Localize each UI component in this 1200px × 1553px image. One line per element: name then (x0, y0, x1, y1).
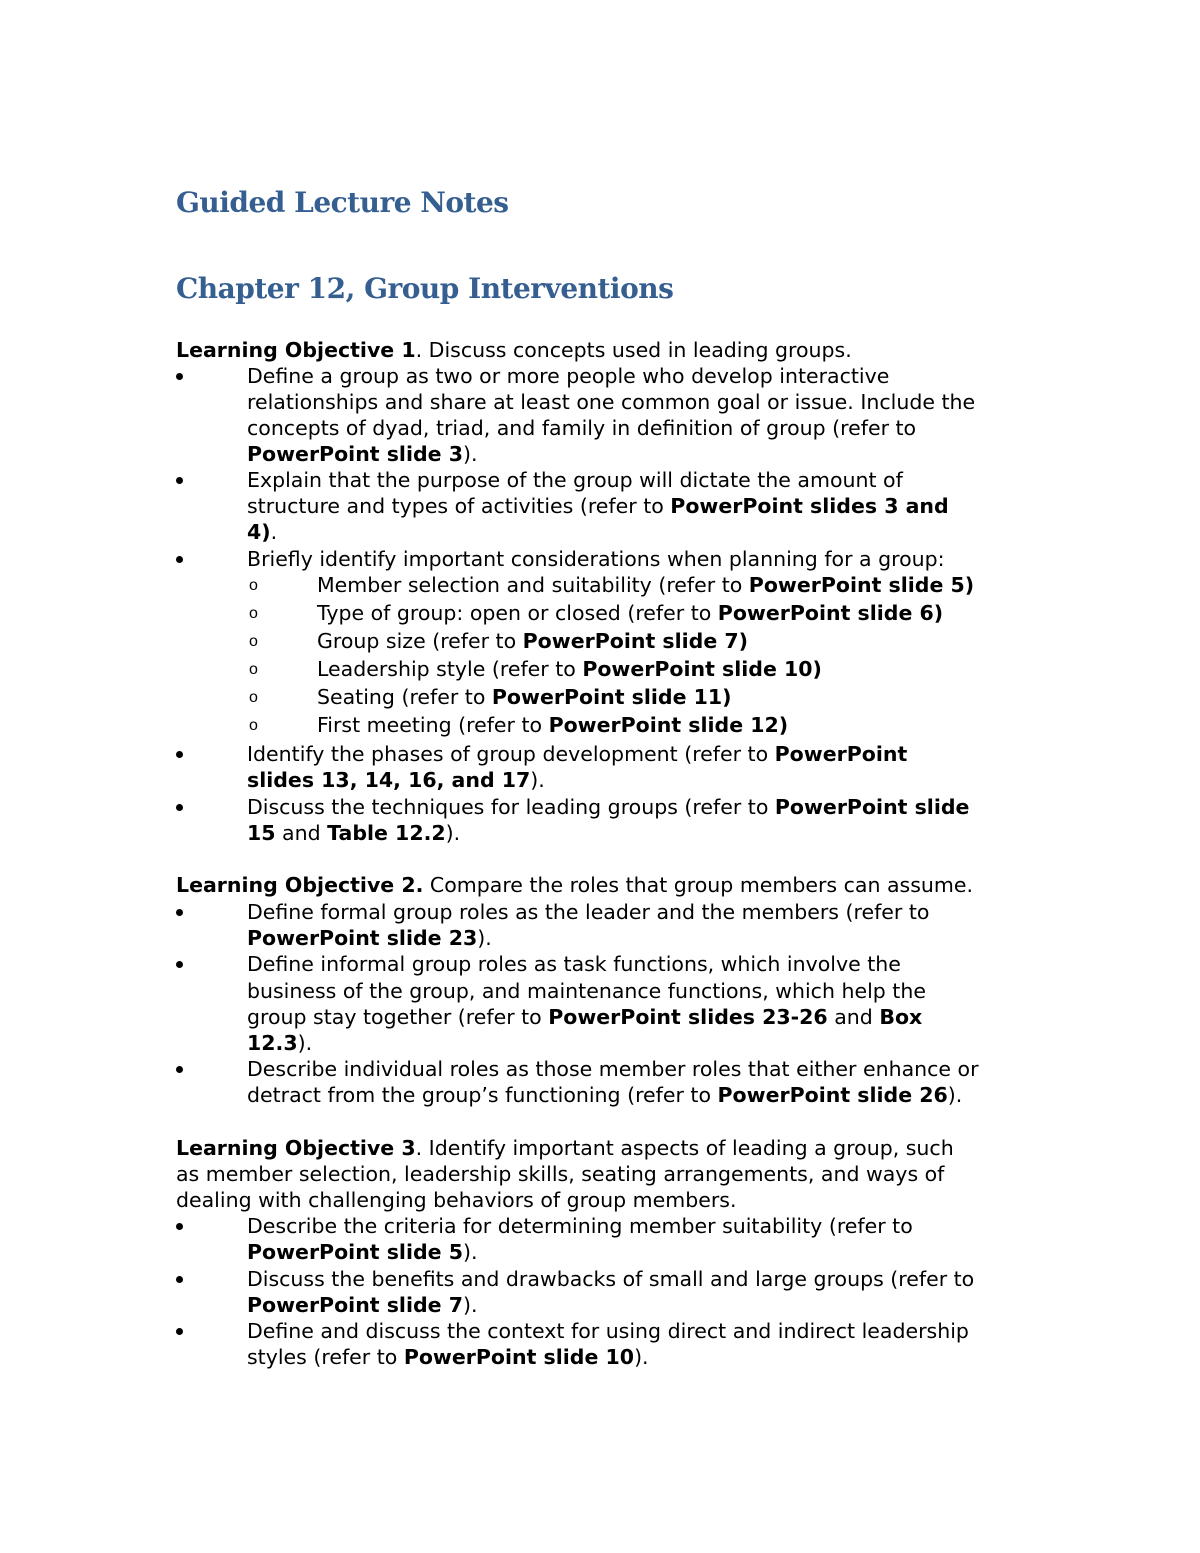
bullet-icon (176, 1266, 186, 1292)
list-item: Define formal group roles as the leader and the members (refer to (247, 900, 930, 924)
sub-bullet-icon: o (249, 717, 258, 734)
bullet-icon (176, 546, 186, 572)
bullet-icon (176, 1318, 186, 1344)
bullet-icon (176, 794, 186, 820)
list-item: Discuss the benefits and drawbacks of small and large groups (refer to (247, 1267, 975, 1291)
list-item-continuation: structure and types of activities (refer to PowerPoint slides 3 and (247, 494, 949, 518)
bullet-icon (176, 741, 186, 767)
document-title: Guided Lecture Notes (176, 186, 509, 219)
list-item: Describe individual roles as those member roles that either enhance or (247, 1057, 979, 1081)
list-item-continuation: 12.3). (247, 1031, 313, 1055)
sub-bullet-icon: o (249, 605, 258, 622)
list-item-continuation: 15 and Table 12.2). (247, 821, 461, 845)
list-item: Explain that the purpose of the group will dictate the amount of (247, 468, 903, 492)
bullet-icon (176, 899, 186, 925)
objective-3-continuation: as member selection, leadership skills, seating arrangements, and ways of (176, 1162, 945, 1186)
list-item-continuation: 4). (247, 520, 278, 544)
list-item: Define a group as two or more people who develop interactive (247, 364, 890, 388)
list-item-continuation: group stay together (refer to PowerPoint slides 23-26 and Box (247, 1005, 923, 1029)
objective-3-heading: Learning Objective 3. Identify important aspects of leading a group, such (176, 1136, 954, 1160)
list-item: Discuss the techniques for leading groups (refer to PowerPoint slide (247, 795, 970, 819)
list-item-continuation: concepts of dyad, triad, and family in definition of group (refer to (247, 416, 917, 440)
list-item-continuation: business of the group, and maintenance functions, which help the (247, 979, 926, 1003)
list-item-continuation: slides 13, 14, 16, and 17). (247, 768, 545, 792)
list-item: Define informal group roles as task functions, which involve the (247, 952, 901, 976)
list-item-continuation: PowerPoint slide 5). (247, 1240, 478, 1264)
objective-3-continuation: dealing with challenging behaviors of group members. (176, 1188, 737, 1212)
sub-list-item: First meeting (refer to PowerPoint slide 12) (317, 713, 789, 737)
list-item: Define and discuss the context for using direct and indirect leadership (247, 1319, 969, 1343)
list-item-continuation: relationships and share at least one common goal or issue. Include the (247, 390, 976, 414)
sub-list-item: Member selection and suitability (refer to PowerPoint slide 5) (317, 573, 975, 597)
list-item: Identify the phases of group development (refer to PowerPoint (247, 742, 908, 766)
sub-bullet-icon: o (249, 689, 258, 706)
list-item-continuation: PowerPoint slide 7). (247, 1293, 478, 1317)
list-item: Describe the criteria for determining member suitability (refer to (247, 1214, 913, 1238)
bullet-icon (176, 1056, 186, 1082)
chapter-heading: Chapter 12, Group Interventions (176, 272, 674, 305)
bullet-icon (176, 951, 186, 977)
list-item-continuation: PowerPoint slide 23). (247, 926, 492, 950)
sub-list-item: Group size (refer to PowerPoint slide 7) (317, 629, 748, 653)
sub-bullet-icon: o (249, 661, 258, 678)
list-item-continuation: PowerPoint slide 3). (247, 442, 478, 466)
sub-list-item: Type of group: open or closed (refer to PowerPoint slide 6) (317, 601, 944, 625)
sub-list-item: Seating (refer to PowerPoint slide 11) (317, 685, 732, 709)
sub-bullet-icon: o (249, 633, 258, 650)
list-item-continuation: detract from the group’s functioning (refer to PowerPoint slide 26). (247, 1083, 963, 1107)
objective-2-heading: Learning Objective 2. Compare the roles that group members can assume. (176, 873, 973, 897)
bullet-icon (176, 1213, 186, 1239)
bullet-icon (176, 363, 186, 389)
sub-bullet-icon: o (249, 577, 258, 594)
bullet-icon (176, 467, 186, 493)
list-item-continuation: styles (refer to PowerPoint slide 10). (247, 1345, 649, 1369)
sub-list-item: Leadership style (refer to PowerPoint slide 10) (317, 657, 822, 681)
objective-1-heading: Learning Objective 1. Discuss concepts used in leading groups. (176, 338, 852, 362)
list-item: Briefly identify important considerations when planning for a group: (247, 547, 945, 571)
